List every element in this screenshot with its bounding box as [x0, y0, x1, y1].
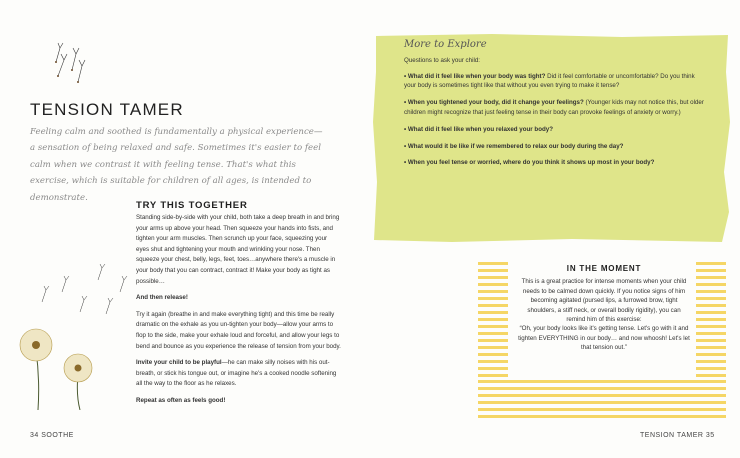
frame-stripe: [478, 374, 508, 377]
question-item: [404, 158, 704, 168]
moment-content: [518, 264, 690, 353]
frame-stripe: [478, 339, 508, 342]
frame-stripe: [478, 311, 508, 314]
dandelion-head: [20, 329, 52, 361]
frame-stripe: [478, 318, 508, 321]
dandelion-flowers-illustration: [6, 240, 136, 410]
frame-stripe: [478, 325, 508, 328]
frame-stripe: [478, 415, 726, 418]
dandelion-seeds-illustration: [52, 40, 92, 90]
frame-stripe: [696, 374, 726, 377]
frame-stripe: [696, 332, 726, 335]
frame-stripe: [696, 283, 726, 286]
frame-stripe: [478, 387, 726, 390]
frame-stripe: [478, 304, 508, 307]
frame-stripe: [478, 367, 508, 370]
playful-paragraph: [136, 358, 341, 390]
page-footer-right: TENSION TAMER 35: [640, 432, 715, 439]
question-item: [404, 125, 704, 135]
moment-text: This is a great practice for intense moments when your child needs to be calmed down quickly. If you notice signs of him becoming agitated (pursed lips, a furrowed brow, tight shoulders, a stiff neck, or overall bodily rigidity), you can remind him of this exercise:: [521, 278, 687, 324]
in-the-moment-box: [478, 260, 726, 420]
frame-stripe: [478, 290, 508, 293]
page-footer-left: 34 SOOTHE: [30, 432, 74, 439]
frame-stripe: [478, 297, 508, 300]
frame-stripe: [696, 262, 726, 265]
frame-stripe: [478, 401, 726, 404]
frame-stripe: [478, 346, 508, 349]
frame-stripe: [696, 318, 726, 321]
question-rest: (Younger kids may not notice this, but older children might recognize that just feeling tense in their body can provoke feelings of anxiety or worry.): [404, 99, 704, 116]
instruction-paragraph: Try it again (breathe in and make everything tight) and this time be really dramatic on the exhale as you un-tighten your body—allow your arms to flop to the side, make your exhale loud and forceful, and allow your legs to bend and bounce as you experience the release of tension from your body.: [136, 310, 341, 350]
playful-bold-lead: Invite your child to be playful: [136, 359, 222, 367]
dandelion-head: [64, 354, 92, 382]
frame-stripe: [478, 380, 726, 383]
frame-stripe: [478, 353, 508, 356]
question-bold: • What did it feel like when you relaxed your body?: [404, 125, 553, 133]
frame-stripe: [696, 304, 726, 307]
frame-stripe: [478, 408, 726, 411]
moment-title: IN THE MOMENT: [566, 264, 642, 273]
question-item: [404, 142, 704, 152]
frame-stripe: [478, 332, 508, 335]
frame-stripe: [696, 360, 726, 363]
frame-stripe: [696, 339, 726, 342]
question-bold: • When you feel tense or worried, where do you think it shows up most in your body?: [404, 159, 655, 167]
frame-stripe: [696, 325, 726, 328]
frame-stripe: [696, 290, 726, 293]
frame-stripe: [696, 367, 726, 370]
frame-stripe: [696, 269, 726, 272]
playful-rest: —he can make silly noises with his out-breath, or stick his tongue out, or imagine he's a cooked noodle softening all the way to the floor as he relaxes.: [136, 359, 337, 388]
question-rest: Did it feel comfortable or uncomfortable? Do you think your body is sometimes tight like that without you even trying to make it tense?: [404, 72, 695, 90]
intro-paragraph: Feeling calm and soothed is fundamentally a physical experience— a sensation of being relaxed and safe. Sometimes it's easier to feel calm when we contrast it with feeling tense. That's what this exercise, which is suitable for children of all ages, is intended to demonstrate.: [30, 127, 323, 203]
frame-stripe: [478, 283, 508, 286]
explore-lead: Questions to ask your child:: [404, 56, 481, 64]
instructions-column: [136, 213, 341, 413]
repeat-line: Repeat as often as feels good!: [136, 396, 226, 404]
frame-stripe: [696, 353, 726, 356]
question-bold: • When you tightened your body, did it change your feelings?: [404, 99, 584, 107]
moment-quote: “Oh, your body looks like it's getting tense. Let's go with it and tighten EVERYTHING in our body… and now whoosh! Let's let that tension out.”: [518, 325, 690, 352]
frame-stripe: [696, 276, 726, 279]
page-title: TENSION TAMER: [30, 100, 184, 119]
frame-stripe: [696, 311, 726, 314]
frame-stripe: [478, 394, 726, 397]
frame-stripe: [478, 360, 508, 363]
frame-stripe: [478, 269, 508, 272]
question-item: [404, 72, 704, 92]
frame-stripe: [478, 262, 508, 265]
frame-stripe: [478, 276, 508, 279]
explore-content: [404, 40, 704, 175]
release-line: And then release!: [136, 294, 188, 302]
frame-stripe: [696, 297, 726, 300]
question-item: [404, 98, 704, 118]
question-bold: • What would it be like if we remembered to relax our body during the day?: [404, 142, 624, 150]
explore-title: More to Explore: [404, 39, 487, 50]
section-heading: TRY THIS TOGETHER: [136, 200, 248, 211]
frame-stripe: [696, 346, 726, 349]
instruction-paragraph: Standing side-by-side with your child, both take a deep breath in and bring your arms up above your head. Then squeeze your hands into fists, and tighten your arm muscles. Then scrunch up your face, squeezing your eyes shut and tightening your mouth and wrinkling your nose. Then squeeze your chest, belly, legs, feet, toes…anywhere there's a muscle in your body that you can contract, contract it! Make your body as tight as possible…: [136, 214, 340, 285]
question-bold: • What did it feel like when your body was tight?: [404, 72, 546, 80]
more-to-explore-box: [372, 32, 732, 244]
question-list: [404, 72, 704, 169]
